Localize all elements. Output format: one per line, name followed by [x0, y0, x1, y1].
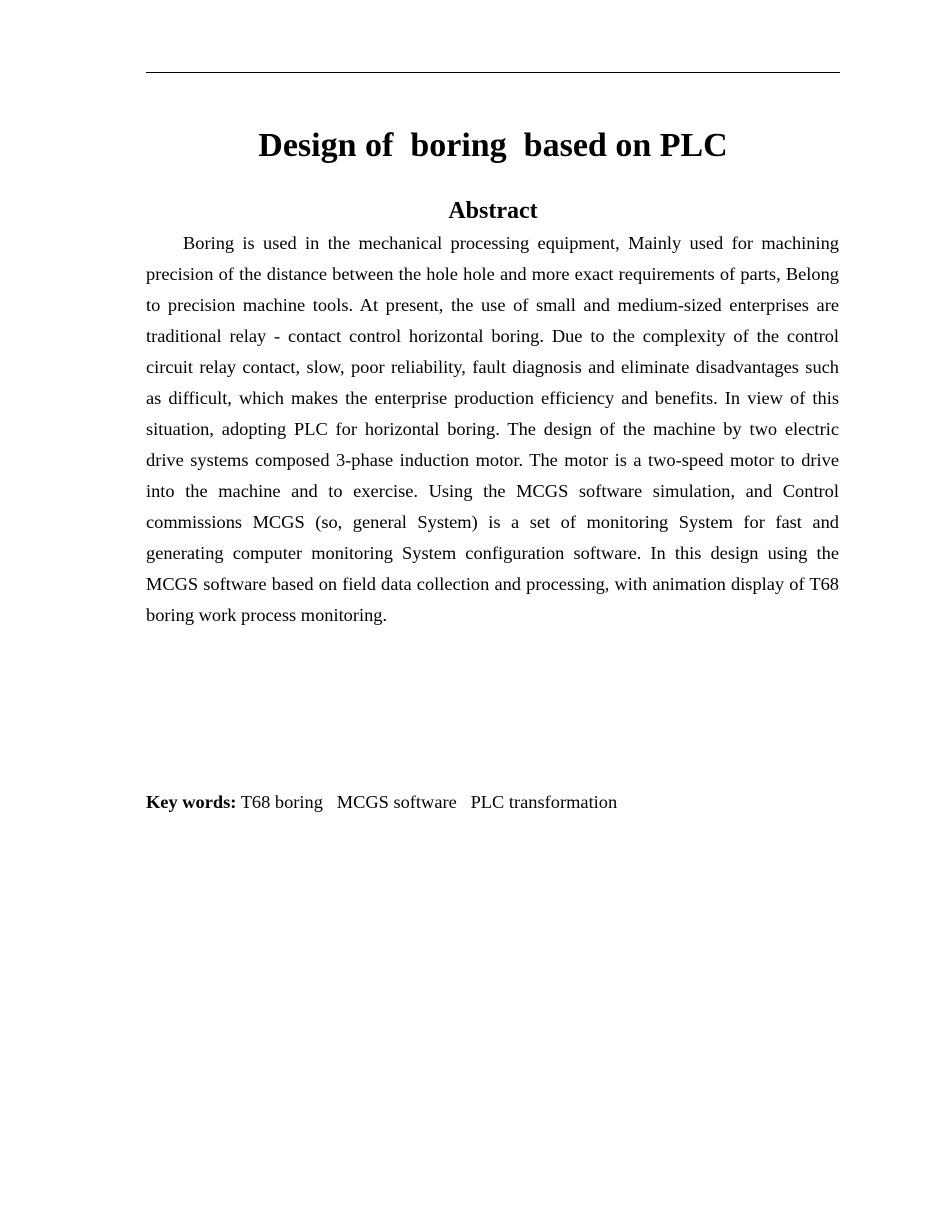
keyword-item: T68 boring [240, 792, 323, 812]
keywords-line [146, 787, 840, 818]
keyword-item: MCGS software [336, 792, 457, 812]
header-rule [146, 72, 840, 73]
abstract-body: Boring is used in the mechanical processing equipment, Mainly used for machining precision of the distance between the hole hole and more exact requirements of parts, Belong to precision machine tools. At present, the use of small and medium-sized enterprises are traditional relay - contact control horizontal boring. Due to the complexity of the control circuit relay contact, slow, poor reliability, fault diagnosis and eliminate disadvantages such as difficult, which makes the enterprise production efficiency and benefits. In view of this situation, adopting PLC for horizontal boring. The design of the machine by two electric drive systems composed 3-phase induction motor. The motor is a two-speed motor to drive into the machine and to exercise. Using the MCGS software simulation, and Control commissions MCGS (so, general System) is a set of monitoring System for fast and generating computer monitoring System configuration software. In this design using the MCGS software based on field data collection and processing, with animation display of T68 boring work process monitoring. [146, 233, 839, 625]
abstract-heading: Abstract [448, 198, 538, 224]
keyword-item: PLC transformation [470, 792, 618, 812]
document-title: Design of boring based on PLC [258, 127, 728, 164]
keywords-label: Key words: [146, 792, 237, 812]
